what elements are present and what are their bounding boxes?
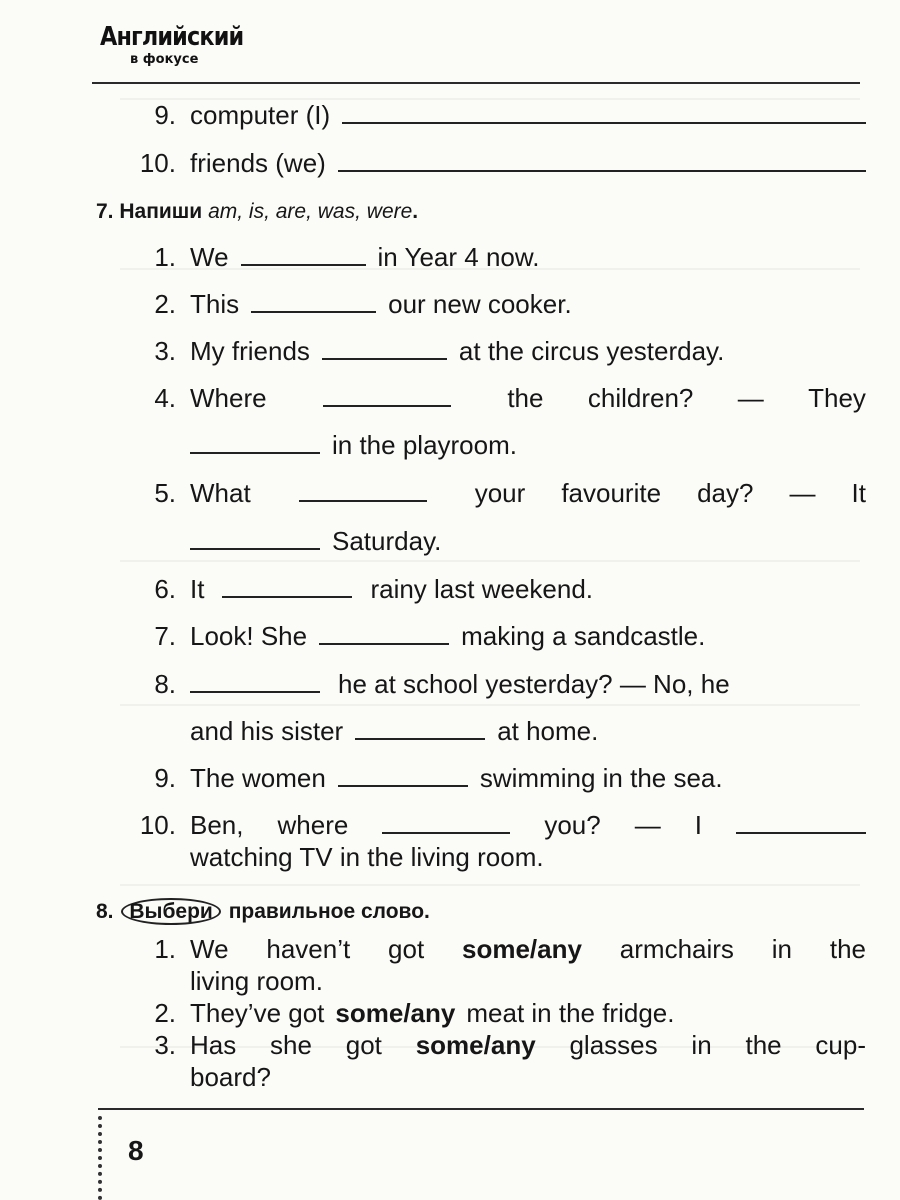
answer-blank[interactable] <box>382 810 510 834</box>
item-text: Saturday. <box>332 526 442 556</box>
ex7-item-3 <box>120 336 866 372</box>
item-text: It <box>851 478 866 508</box>
ex7-item-4-cont <box>120 430 866 466</box>
item-text: board? <box>190 1062 271 1092</box>
item-text: Has <box>190 1030 237 1060</box>
word-choice[interactable]: some/any <box>462 934 582 964</box>
item-text: got <box>345 1030 382 1060</box>
item-text: glasses <box>569 1030 658 1060</box>
item-text: making a sandcastle. <box>461 621 706 651</box>
item-text: — <box>789 478 816 508</box>
item-text: This <box>190 289 240 319</box>
item-text: swimming in the sea. <box>479 763 723 793</box>
ex8-item-1 <box>120 934 866 970</box>
answer-blank[interactable] <box>323 383 451 407</box>
ex7-item-8-cont <box>120 716 866 752</box>
item-text: our new cooker. <box>388 289 572 319</box>
answer-blank[interactable] <box>222 574 352 598</box>
item-number: 10. <box>139 148 176 178</box>
item-text: living room. <box>190 966 323 996</box>
item-text: at the circus yesterday. <box>458 336 725 366</box>
ex7-item-6 <box>120 574 866 610</box>
item-number: 5. <box>154 478 176 508</box>
item-text: favourite <box>561 478 662 508</box>
circled-instruction-word: Выбери <box>121 898 221 925</box>
header-rule <box>92 82 860 84</box>
item-text: you? <box>544 810 601 840</box>
item-text: computer (I) <box>190 100 331 130</box>
page-number: 8 <box>128 1135 144 1166</box>
item-text: We <box>190 934 229 964</box>
prev-item-10 <box>120 148 866 184</box>
item-text: she <box>270 1030 312 1060</box>
item-text: haven’t <box>266 934 351 964</box>
answer-blank[interactable] <box>338 148 866 172</box>
logo-subtitle: в фокусе <box>130 52 199 67</box>
answer-blank[interactable] <box>338 763 468 787</box>
item-number: 6. <box>154 574 176 604</box>
answer-blank[interactable] <box>355 716 485 740</box>
item-number: 9. <box>154 100 176 130</box>
item-text: — <box>634 810 661 840</box>
ex7-item-10 <box>120 810 866 846</box>
item-text: in <box>691 1030 712 1060</box>
answer-blank[interactable] <box>251 289 376 313</box>
show-through-line <box>120 884 860 886</box>
item-number: 1. <box>154 934 176 964</box>
item-text: in the playroom. <box>332 430 517 460</box>
answer-blank[interactable] <box>319 621 449 645</box>
ex7-item-4 <box>120 383 866 419</box>
exercise-8-heading <box>96 900 430 924</box>
item-text: Ben, <box>190 810 244 840</box>
ex7-item-10-cont <box>120 842 866 878</box>
footer-rule <box>98 1108 864 1110</box>
item-text: in <box>771 934 793 964</box>
item-text: — <box>737 383 764 413</box>
item-text: he at school yesterday? — No, he <box>338 669 730 699</box>
item-text: the <box>507 383 544 413</box>
item-text: Look! She <box>190 621 308 651</box>
exercise-number: 8. <box>96 900 114 923</box>
item-text: day? <box>697 478 754 508</box>
ex7-item-5-cont <box>120 526 866 562</box>
answer-blank[interactable] <box>190 526 320 550</box>
ex8-item-3-cont <box>120 1062 866 1098</box>
item-text: meat in the fridge. <box>466 998 675 1028</box>
ex7-item-5 <box>120 478 866 514</box>
exercise-title: Напиши <box>119 200 203 223</box>
item-text: cup- <box>815 1030 866 1060</box>
ex8-item-1-cont <box>120 966 866 1002</box>
answer-blank[interactable] <box>190 669 320 693</box>
logo-title: Английский <box>100 22 244 52</box>
item-text: The women <box>190 763 326 793</box>
answer-blank[interactable] <box>190 430 320 454</box>
exercise-title: правильное слово. <box>228 900 430 923</box>
book-logo <box>100 22 260 72</box>
ex8-item-3 <box>120 1030 866 1066</box>
prev-item-9 <box>120 100 866 136</box>
answer-blank[interactable] <box>299 478 427 502</box>
ex7-item-7 <box>120 621 866 657</box>
item-text: the <box>745 1030 782 1060</box>
item-text: children? <box>587 383 694 413</box>
word-choice[interactable]: some/any <box>335 998 456 1028</box>
item-text: We <box>190 242 229 272</box>
dotted-margin-line <box>98 1116 106 1200</box>
item-number: 2. <box>154 289 176 319</box>
item-text: What <box>190 478 251 508</box>
item-text: got <box>388 934 425 964</box>
item-text: I <box>694 810 702 840</box>
item-text: armchairs <box>619 934 734 964</box>
item-text: They <box>808 383 866 413</box>
ex7-item-9 <box>120 763 866 799</box>
item-number: 4. <box>154 383 176 413</box>
item-text: They’ve got <box>190 998 325 1028</box>
exercise-number: 7. <box>96 200 114 223</box>
item-text: friends (we) <box>190 148 326 178</box>
item-number: 3. <box>154 336 176 366</box>
item-text: Where <box>190 383 267 413</box>
item-number: 9. <box>154 763 176 793</box>
item-text: at home. <box>497 716 599 746</box>
exercise-instruction: am, is, are, was, were <box>208 200 413 223</box>
item-number: 2. <box>154 998 176 1028</box>
item-text: your <box>474 478 526 508</box>
ex7-item-1 <box>120 242 866 278</box>
item-text: and his sister <box>190 716 344 746</box>
item-number: 7. <box>154 621 176 651</box>
item-number: 8. <box>154 669 176 699</box>
exercise-7-heading: 7. Напиши am, is, are, was, were. <box>96 200 419 223</box>
ex7-item-2 <box>120 289 866 325</box>
item-text: where <box>277 810 349 840</box>
item-text: the <box>829 934 866 964</box>
ex7-item-8 <box>120 669 866 705</box>
item-text: It <box>190 574 205 604</box>
item-number: 3. <box>154 1030 176 1060</box>
answer-blank[interactable] <box>322 336 447 360</box>
answer-blank[interactable] <box>241 242 366 266</box>
item-text: watching TV in the living room. <box>190 842 544 872</box>
item-text: My friends <box>190 336 310 366</box>
item-number: 1. <box>154 242 176 272</box>
answer-blank[interactable] <box>342 100 866 124</box>
item-text: in Year 4 now. <box>377 242 540 272</box>
item-number: 10. <box>139 810 176 840</box>
word-choice[interactable]: some/any <box>415 1030 536 1060</box>
ex8-item-2 <box>120 998 866 1034</box>
item-text: rainy last weekend. <box>370 574 594 604</box>
answer-blank[interactable] <box>736 810 866 834</box>
